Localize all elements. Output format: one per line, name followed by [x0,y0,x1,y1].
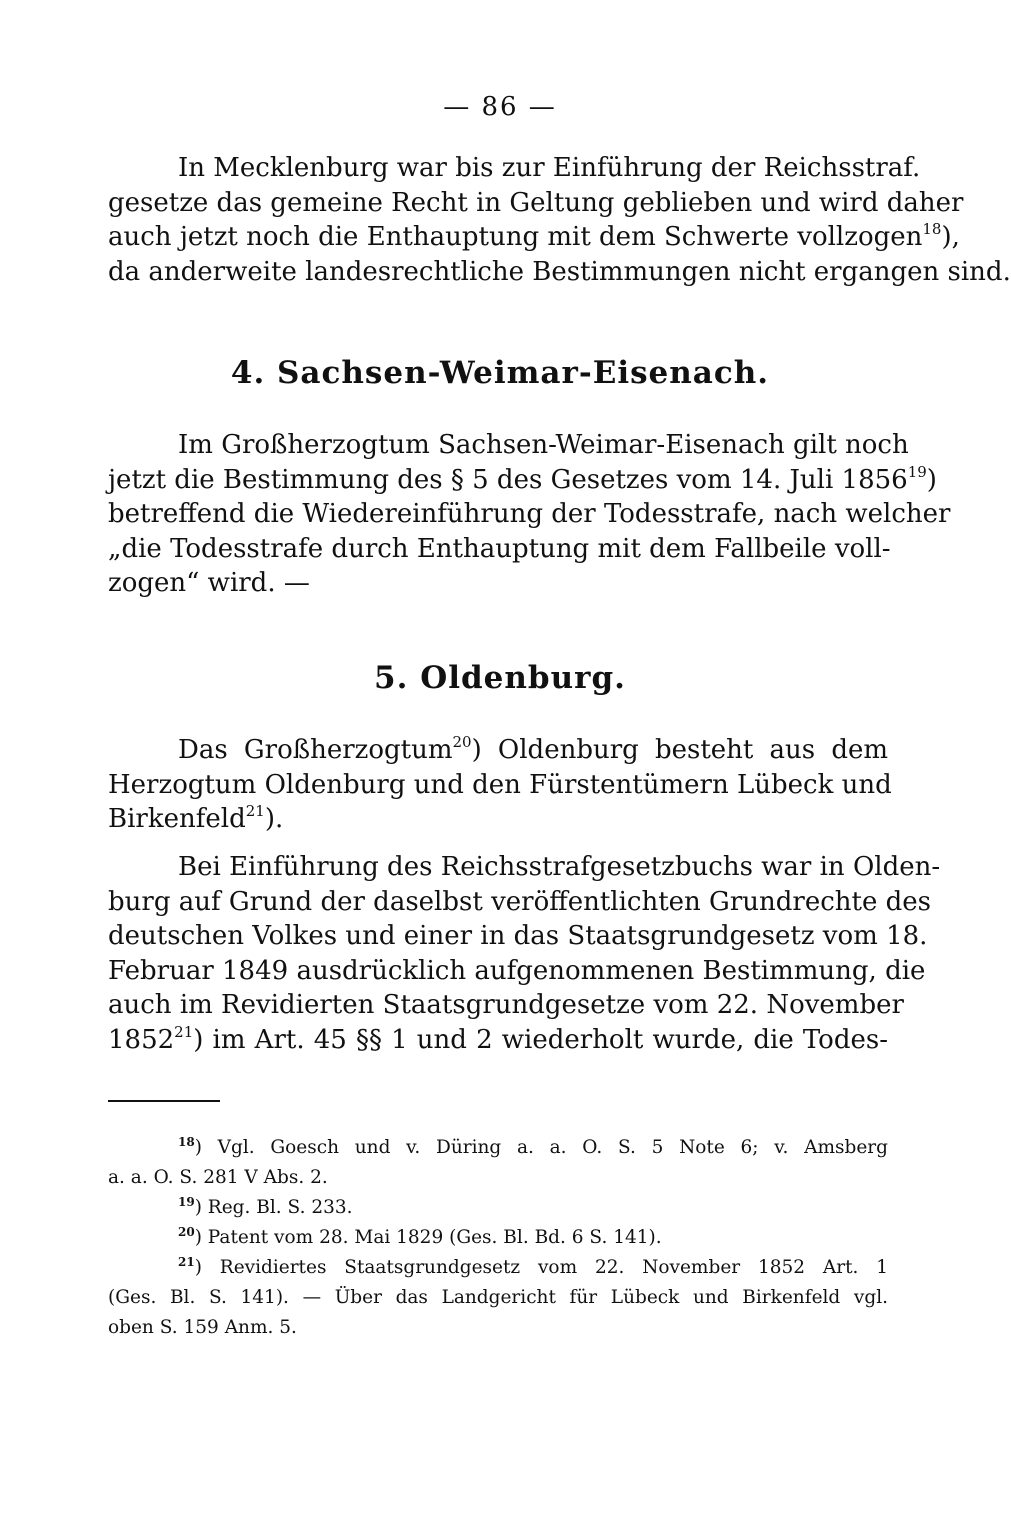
text-line-head: Das Großherzogtum [178,735,453,765]
text-line [108,733,888,768]
paragraph-sachsen-weimar [108,428,951,601]
paragraph-oldenburg-territory [108,733,892,837]
footnote-ref: 20 [452,733,472,751]
footnote-21-continued: (Ges. Bl. S. 141). — Über das Landgericht für Lübeck und Birkenfeld vgl. [108,1287,888,1308]
text-line [108,1023,888,1058]
text-line: gesetze das gemeine Recht in Geltung geblieben und wird daher [108,187,964,218]
text-line: zogen“ wird. — [108,568,310,598]
text-line: „die Todesstrafe durch Enthauptung mit dem Fallbeile voll- [108,533,891,564]
footnote-ref: 19 [907,462,927,481]
footnote-19 [108,1193,888,1223]
text-line [108,802,888,837]
text-line-head: Birkenfeld [108,804,246,834]
text-line: In Mecklenburg war bis zur Einführung der Reichsstraf. [178,153,921,183]
footnote-ref: 21 [174,1022,194,1041]
section-heading-oldenburg: 5. Oldenburg. [374,660,626,696]
text-line-tail: ) Oldenburg besteht aus dem [471,735,889,765]
footnote-mark: 19 [178,1195,195,1209]
page-number: — 86 — [443,92,557,122]
text-line-head: 1852 [108,1024,175,1055]
footnote-text: ) Patent vom 28. Mai 1829 (Ges. Bl. Bd. 6 S. 141). [194,1227,662,1248]
text-line: auch im Revidierten Staatsgrundgesetze vom 22. November [108,990,904,1020]
footnote-ref: 21 [245,802,265,820]
footnote-18-continued: a. a. O. S. 281 V Abs. 2. [108,1167,328,1188]
footnote-mark: 18 [178,1135,195,1149]
paragraph-oldenburg-history [108,850,941,1057]
text-line: Im Großherzogtum Sachsen-Weimar-Eisenach gilt noch [178,430,909,460]
text-line: betreffend die Wiedereinführung der Todesstrafe, nach welcher [108,499,951,529]
text-line [108,220,960,255]
text-line: deutschen Volkes und einer in das Staatsgrundgesetz vom 18. [108,921,928,951]
text-line-head: auch jetzt noch die Enthauptung mit dem Schwerte vollzogen [108,222,923,252]
footnote-separator [108,1100,220,1102]
footnote-mark: 20 [178,1225,195,1239]
text-line: Bei Einführung des Reichsstrafgesetzbuchs war in Olden- [178,852,941,882]
text-line [108,462,937,498]
text-line: burg auf Grund der daselbst veröffentlichten Grundrechte des [108,886,931,917]
footnote-text: ) Revidiertes Staatsgrundgesetz vom 22. November 1852 Art. 1 [194,1257,888,1278]
footnote-18 [108,1133,888,1163]
text-line: Februar 1849 ausdrücklich aufgenommenen Bestimmung, die [108,955,926,986]
footnote-21-continued: oben S. 159 Anm. 5. [108,1317,297,1338]
footnote-text: ) Vgl. Goesch und v. Düring a. a. O. S. 5 Note 6; v. Amsberg [194,1137,888,1158]
footnote-text: ) Reg. Bl. S. 233. [194,1197,353,1218]
text-line-tail: ) im Art. 45 §§ 1 und 2 wiederholt wurde, die Todes- [193,1024,888,1055]
paragraph-mecklenburg [108,151,1011,289]
text-line-tail: ) [926,464,937,495]
text-line: Herzogtum Oldenburg und den Fürstentümern Lübeck und [108,769,892,800]
footnote-20 [108,1223,888,1253]
footnotes [108,1133,888,1343]
footnote-mark: 21 [178,1255,195,1269]
section-heading-sachsen-weimar: 4. Sachsen-Weimar-Eisenach. [230,355,770,391]
text-line-tail: ). [264,804,284,834]
text-line-tail: ), [941,222,960,252]
text-line-head: jetzt die Bestimmung des § 5 des Gesetzes vom 14. Juli 1856 [108,464,908,495]
footnote-ref: 18 [922,220,942,238]
text-line: da anderweite landesrechtliche Bestimmungen nicht ergangen sind. [108,256,1011,287]
footnote-21 [108,1253,888,1283]
